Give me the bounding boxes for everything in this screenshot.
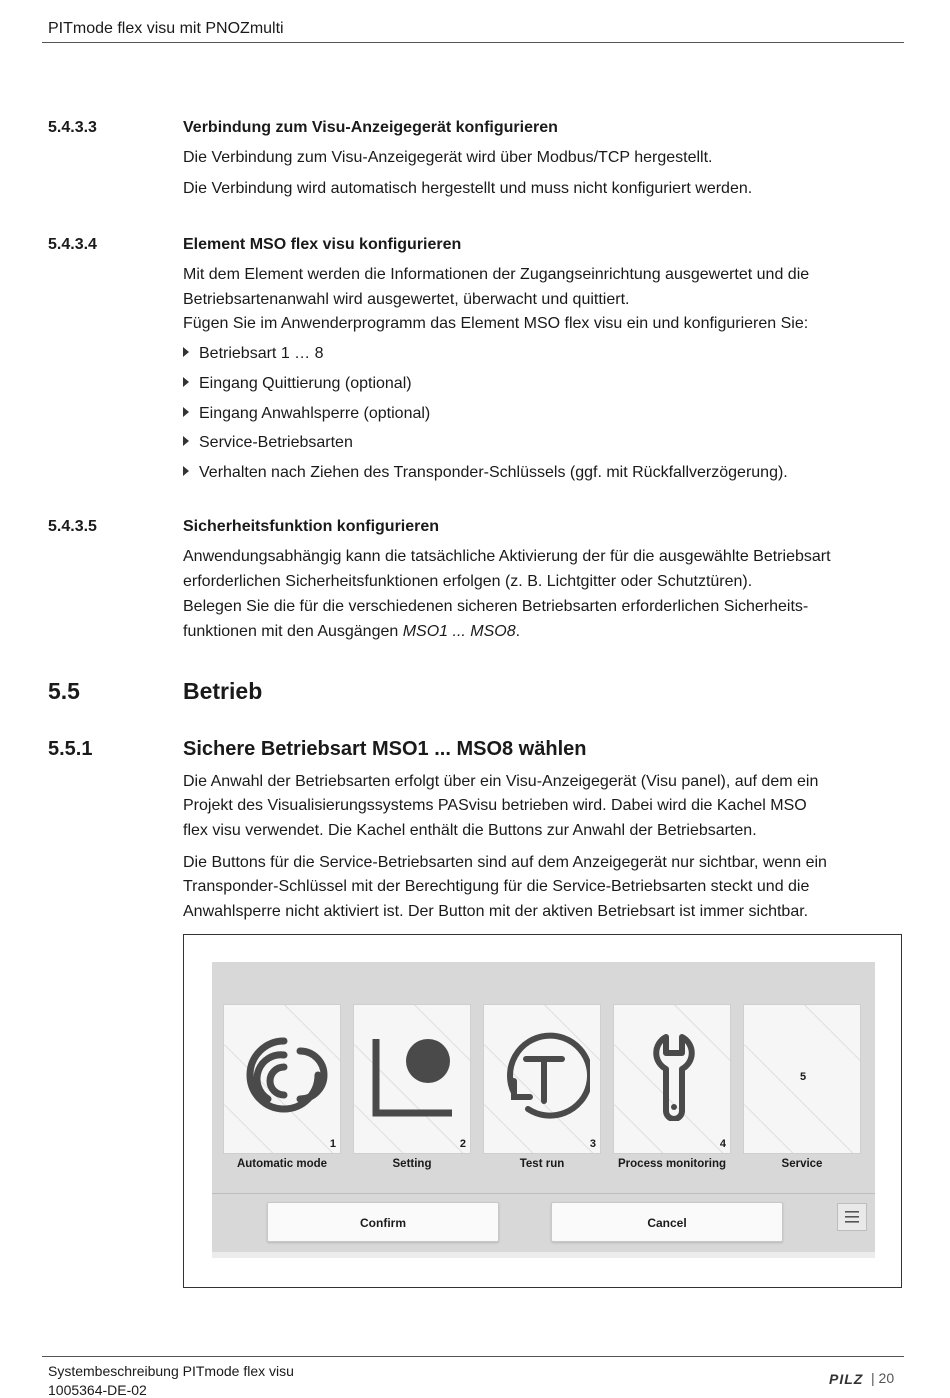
- mode-button-service[interactable]: [743, 1004, 861, 1154]
- mode-label-process-monitoring: Process monitoring: [618, 1158, 726, 1170]
- paragraph-5434-line1: Mit dem Element werden die Informationen der Zugangseinrichtung ausgewertet und die: [183, 266, 810, 283]
- mode-label-test-run: Test run: [519, 1158, 565, 1170]
- list-item-text: Eingang Anwahlsperre (optional): [199, 405, 431, 422]
- paragraph-551a-line2: Projekt des Visualisierungssystems PASvisu betrieben wird. Dabei wird die Kachel MSO: [183, 797, 807, 814]
- mode-label-automatic: Automatic mode: [236, 1158, 328, 1170]
- test-run-icon: [498, 1029, 590, 1121]
- paragraph-5435-line1: Anwendungsabhängig kann die tatsächliche Aktivierung der für die ausgewählte Betriebsart: [183, 548, 831, 565]
- bullet-arrow-icon: [183, 466, 189, 476]
- list-item-text: Eingang Quittierung (optional): [199, 375, 412, 392]
- mode-button-automatic[interactable]: [223, 1004, 341, 1154]
- setting-icon: [368, 1029, 460, 1121]
- mode-label-service: Service: [781, 1158, 823, 1170]
- mode-number: 5: [800, 1071, 807, 1083]
- paragraph-5433-1: Die Verbindung zum Visu-Anzeigegerät wird über Modbus/TCP hergestellt.: [183, 149, 713, 166]
- paragraph-5435-line2: erforderlichen Sicherheitsfunktionen erfolgen (z. B. Lichtgitter oder Schutztüren).: [183, 573, 753, 590]
- panel-divider: [212, 1193, 875, 1194]
- confirm-button[interactable]: Confirm: [267, 1202, 499, 1242]
- paragraph-551a-line3: flex visu verwendet. Die Kachel enthält die Buttons zur Anwahl der Betriebsarten.: [183, 822, 757, 839]
- paragraph-5434-line3: Fügen Sie im Anwenderprogramm das Element MSO flex visu ein und konfigurieren Sie:: [183, 315, 809, 332]
- paragraph-551b-line3: Anwahlsperre nicht aktiviert ist. Der Button mit der aktiven Betriebsart ist immer sichtbar.: [183, 903, 809, 920]
- tile-stripe: [744, 1104, 861, 1154]
- section-number-551: 5.5.1: [48, 738, 93, 760]
- list-item-text: Service-Betriebsarten: [199, 434, 353, 451]
- section-heading-5435: Sicherheitsfunktion konfigurieren: [183, 518, 440, 535]
- mode-number: 2: [459, 1138, 466, 1150]
- tile-stripe: [744, 1044, 861, 1154]
- mode-label-setting: Setting: [392, 1158, 432, 1170]
- mode-button-test-run[interactable]: [483, 1004, 601, 1154]
- text-run: funktionen mit den Ausgängen: [183, 623, 403, 640]
- mode-button-setting[interactable]: [353, 1004, 471, 1154]
- section-heading-5433: Verbindung zum Visu-Anzeigegerät konfigurieren: [183, 119, 558, 136]
- hamburger-menu-icon: [845, 1211, 859, 1223]
- section-number-55: 5.5: [48, 678, 80, 704]
- mode-number: 4: [719, 1138, 726, 1150]
- section-number-5434: 5.4.3.4: [48, 236, 97, 253]
- mso-flex-visu-panel: [212, 962, 875, 1258]
- cancel-button[interactable]: Cancel: [551, 1202, 783, 1242]
- section-heading-5434: Element MSO flex visu konfigurieren: [183, 236, 462, 253]
- list-item: [183, 464, 788, 482]
- footer-document-title: Systembeschreibung PITmode flex visu: [48, 1363, 294, 1379]
- header-rule: [42, 42, 904, 43]
- mode-number: 1: [329, 1138, 336, 1150]
- text-run: .: [515, 623, 521, 640]
- paragraph-5435-line3: Belegen Sie die für die verschiedenen sicheren Betriebsarten erforderlichen Sicherheits-: [183, 598, 809, 615]
- footer-rule: [42, 1356, 904, 1357]
- paragraph-551b-line1: Die Buttons für die Service-Betriebsarten sind auf dem Anzeigegerät nur sichtbar, wenn ein: [183, 854, 827, 871]
- section-heading-55: Betrieb: [183, 678, 263, 704]
- list-item: [183, 345, 324, 363]
- mode-number: 3: [589, 1138, 596, 1150]
- paragraph-5435-line4: [183, 620, 908, 645]
- automatic-mode-icon: [238, 1029, 330, 1121]
- outputs-emphasis: MSO1 ... MSO8: [402, 623, 516, 640]
- bullet-arrow-icon: [183, 377, 189, 387]
- list-item: [183, 434, 353, 452]
- list-item-text: Verhalten nach Ziehen des Transponder-Schlüssels (ggf. mit Rückfallverzögerung).: [199, 464, 788, 481]
- bullet-arrow-icon: [183, 407, 189, 417]
- document-header-title: PITmode flex visu mit PNOZmulti: [48, 20, 284, 37]
- paragraph-551a-line1: Die Anwahl der Betriebsarten erfolgt über ein Visu-Anzeigegerät (Visu panel), auf dem ein: [183, 773, 819, 790]
- pilz-logo: PILZ: [829, 1371, 864, 1387]
- bullet-arrow-icon: [183, 436, 189, 446]
- bullet-arrow-icon: [183, 347, 189, 357]
- page-number: | 20: [871, 1370, 895, 1386]
- list-item: [183, 375, 412, 393]
- wrench-icon: [628, 1029, 720, 1121]
- section-heading-551: Sichere Betriebsart MSO1 ... MSO8 wählen: [183, 738, 587, 760]
- section-number-5433: 5.4.3.3: [48, 119, 97, 136]
- list-item-text: Betriebsart 1 … 8: [199, 345, 324, 362]
- footer-document-number: 1005364-DE-02: [48, 1382, 147, 1398]
- panel-bottom-bar: [212, 1252, 875, 1258]
- list-item: [183, 405, 430, 423]
- paragraph-551b-line2: Transponder-Schlüssel mit der Berechtigung für die Service-Betriebsarten steckt und die: [183, 878, 810, 895]
- mode-button-process-monitoring[interactable]: [613, 1004, 731, 1154]
- section-number-5435: 5.4.3.5: [48, 518, 97, 535]
- menu-button[interactable]: [837, 1203, 867, 1231]
- paragraph-5434-line2: Betriebsartenanwahl wird ausgewertet, überwacht und quittiert.: [183, 291, 630, 308]
- paragraph-5433-2: Die Verbindung wird automatisch hergestellt und muss nicht konfiguriert werden.: [183, 180, 753, 197]
